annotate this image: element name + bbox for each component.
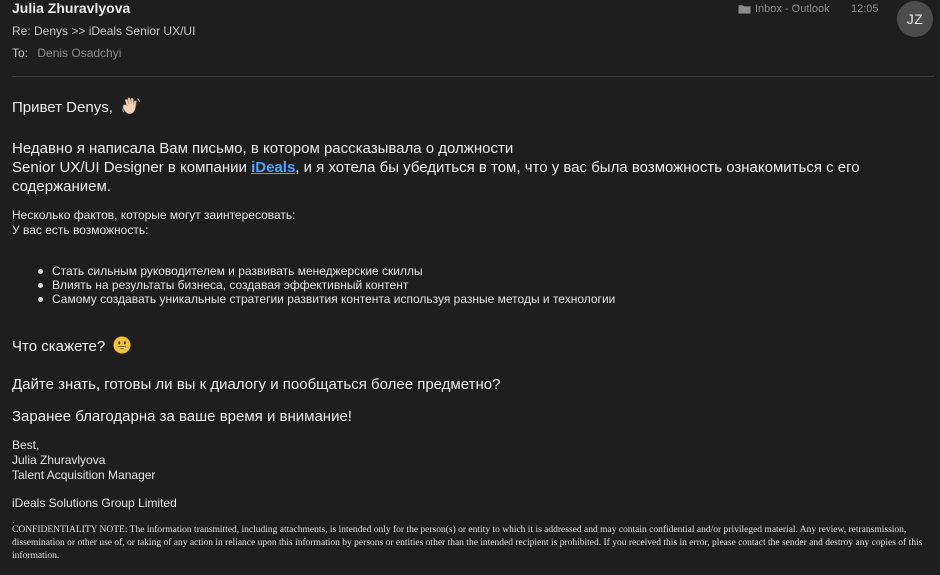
recipient-row xyxy=(12,46,121,61)
signature-title: Talent Acquisition Manager xyxy=(12,468,156,482)
spacer xyxy=(12,120,932,139)
signature-company: iDeals Solutions Group Limited xyxy=(12,496,177,510)
facts-intro-line-1: Несколько фактов, которые могут заинтересовать: xyxy=(12,208,296,222)
intro-paragraph xyxy=(12,139,932,196)
spacer xyxy=(12,359,932,375)
signature-name: Julia Zhuravlyova xyxy=(12,453,106,467)
intro-line-1: Недавно я написала Вам письмо, в котором рассказывала о должности xyxy=(12,140,514,157)
list-item: Стать сильным руководителем и развивать менеджерские скиллы xyxy=(38,264,932,278)
recipient-name[interactable]: Denis Osadchyi xyxy=(37,46,122,60)
spacer xyxy=(12,306,932,336)
message-time: 12:05 xyxy=(851,3,879,15)
facts-intro xyxy=(12,208,932,238)
message-header xyxy=(0,0,940,76)
spacer xyxy=(12,426,932,438)
greeting-text: Привет Denys, xyxy=(12,99,113,116)
waving-hand-icon xyxy=(121,96,141,120)
confidentiality-note: CONFIDENTIALITY NOTE: The information transmitted, including attachments, is intended only for the person(s) or entity to which it is addressed and may contain confidential and/or privileged material. Any review, retransmission, dissemination or other use of, or taking of any action in reliance upon this information by persons or entities other than the intended recipient is prohibited. If you received this in error, please contact the sender and destroy any copies of this information. xyxy=(12,525,923,561)
facts-intro-line-2: У вас есть возможность: xyxy=(12,223,149,237)
intro-line-2 xyxy=(12,158,932,196)
folder-icon xyxy=(738,4,751,14)
signature xyxy=(12,438,932,511)
spacer xyxy=(12,483,932,496)
signature-closing: Best, xyxy=(12,438,40,452)
message-subject: Re: Denys >> iDeals Senior UX/UI xyxy=(12,24,196,38)
sender-name[interactable]: Julia Zhuravlyova xyxy=(12,0,131,16)
greeting xyxy=(12,96,932,120)
facts-list xyxy=(12,264,932,306)
separator-dot: . xyxy=(12,515,15,525)
message-body xyxy=(12,96,932,563)
call-to-action: Дайте знать, готовы ли вы к диалогу и пообщаться более предметно? xyxy=(12,376,501,393)
folder-indicator[interactable] xyxy=(738,2,830,16)
header-divider xyxy=(12,76,934,77)
question-text: Что скажете? xyxy=(12,338,106,355)
folder-name: Inbox - Outlook xyxy=(755,3,830,15)
spacer xyxy=(12,196,932,208)
spacer xyxy=(12,394,932,407)
to-label: To: xyxy=(12,46,29,60)
list-item: Влиять на результаты бизнеса, создавая эффективный контент xyxy=(38,278,932,292)
thanks: Заранее благодарна за ваше время и внимание! xyxy=(12,408,352,425)
intro-text-a: Senior UX/UI Designer в компании xyxy=(12,159,252,176)
ideals-link[interactable]: iDeals xyxy=(251,159,296,176)
smiling-face-icon xyxy=(113,336,131,359)
list-item: Самому создавать уникальные стратегии развития контента используя разные методы и технологии xyxy=(38,292,932,306)
avatar[interactable]: JZ xyxy=(897,1,933,37)
intro-text-b: , и я хотела бы убедиться в том, что у вас была возможность ознакомиться с его содержанием. xyxy=(12,159,860,195)
spacer xyxy=(12,238,932,264)
question xyxy=(12,336,932,359)
